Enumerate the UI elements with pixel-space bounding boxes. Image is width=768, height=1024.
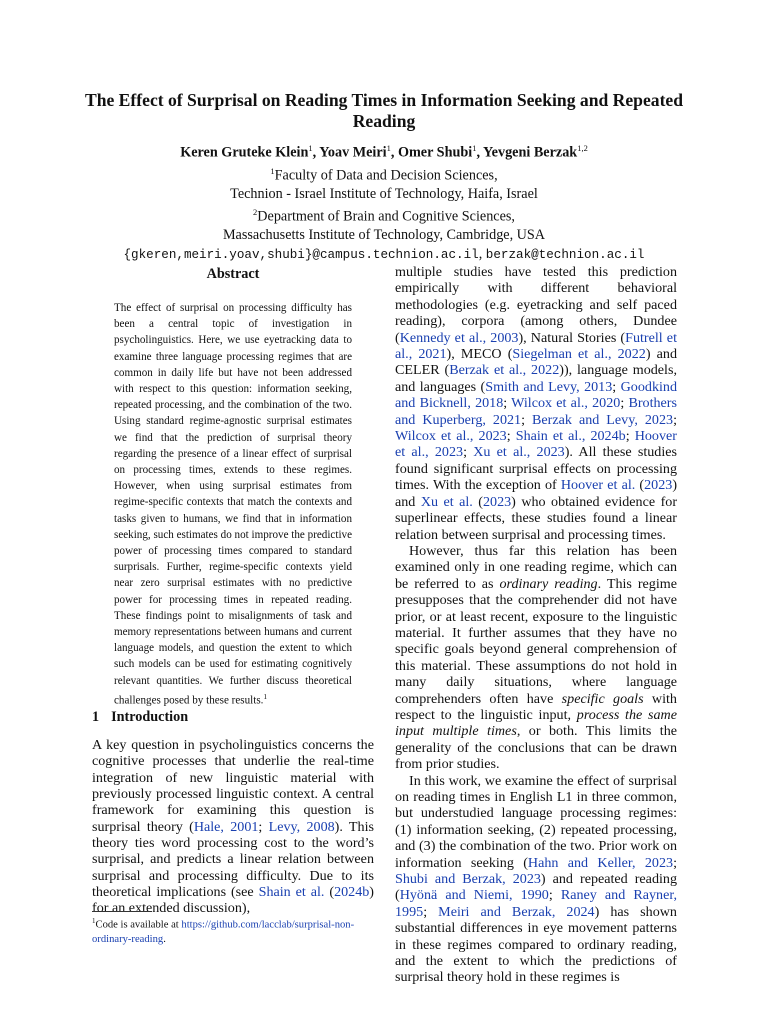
citation-link[interactable]: Meiri and Berzak, 2024 [438, 903, 595, 920]
citation-link[interactable]: 2024b [334, 884, 370, 901]
section-heading-introduction: 1 Introduction [92, 709, 189, 725]
affiliation-mark: 1 [472, 143, 477, 153]
citation-link[interactable]: Shain et al., 2024b [515, 428, 626, 445]
citation-link[interactable]: Wilcox et al., 2023 [395, 428, 507, 445]
citation-link[interactable]: Smith and Levy, 2013 [485, 378, 613, 395]
citation-link[interactable]: Berzak and Levy, 2023 [532, 411, 674, 428]
paragraph: In this work, we examine the effect of surprisal on reading times in English L1 in three common, but understudied language processing regimes: (1) information seeking, (2) repeated processing, and (3) the combination of the two. Prior work on information seeking (Hahn and Keller, 2023; Shubi and Berzak, 2023) and repeated reading (Hyönä and Niemi, 1990; Raney and Rayner, 1995; Meiri and Berzak, 2024) has shown substantial differences in eye movement patterns in these regimes compared to ordinary reading, and the extent to which the predictions of surprisal theory hold in these regimes is [395, 772, 677, 986]
footnote-mark[interactable]: 1 [263, 691, 268, 701]
right-column-text [395, 264, 677, 986]
citation-link[interactable]: Xu et al. [420, 493, 473, 510]
code-url-link[interactable]: https://github.com/lacclab/surprisal-non-ordinary-reading [92, 919, 355, 945]
author-name: Keren Gruteke Klein [180, 144, 309, 161]
citation-link[interactable]: Shain et al. [258, 884, 325, 901]
affiliation-mark: 1,2 [577, 143, 588, 153]
email-berzak[interactable]: berzak@technion.ac.il [485, 247, 645, 262]
citation-link[interactable]: 2023 [482, 493, 512, 510]
citation-link[interactable]: Kennedy et al., 2003 [399, 329, 519, 346]
footnote-rule [92, 911, 152, 912]
citation-link[interactable]: Wilcox et al., 2020 [511, 395, 621, 412]
affiliation-2: $^2$Department of Brain and Cognitive Sciences, [253, 207, 515, 226]
citation-link[interactable]: Hoover et al., 2023 [395, 428, 677, 461]
citation-link[interactable]: Hahn and Keller, 2023 [527, 854, 674, 871]
citation-link[interactable]: Hoover et al. [560, 477, 636, 494]
paragraph: multiple studies have tested this prediction empirically with different behavioral methodologies (e.g. eyetracking and self paced reading), corpora (among others, Dundee (Kennedy et al., 2003), Natural Stories (Futrell et al., 2021), MECO (Siegelman et al., 2022) and CELER (Berzak et al., 2022)), language models, and languages (Smith and Levy, 2013; Goodkind and Bicknell, 2018; Wilcox et al., 2020; Brothers and Kuperberg, 2021; Berzak and Levy, 2023; Wilcox et al., 2023; Shain et al., 2024b; Hoover et al., 2023; Xu et al., 2023). All these studies found significant surprisal effects on processing times. With the exception of Hoover et al. (2023) and Xu et al. (2023) who obtained evidence for superlinear effects, these studies found a linear relation between surprisal and processing times. [395, 264, 678, 543]
email-group[interactable]: {gkeren,meiri.yoav,shubi}@campus.technion.ac.il [123, 247, 479, 262]
citation-link[interactable]: 2023 [644, 477, 673, 494]
paragraph: However, thus far this relation has been examined only in one reading regime, which can be referred to as ordinary reading. This regime presupposes that the comprehender did not have prior, or at least recent, exposure to the linguistic material. It further assumes that they have no specific goals beyond general comprehension of this material. These assumptions do not hold in many daily situations, where language comprehenders often have specific goals with respect to the linguistic input, process the same input multiple times, or both. This limits the generality of the conclusions that can be drawn from prior studies. [395, 542, 678, 773]
citation-link[interactable]: Hale, 2001 [193, 818, 259, 835]
paper-title: The Effect of Surprisal on Reading Times in Information Seeking and Repeated Reading [84, 90, 684, 131]
author-name: Yoav Meiri [319, 144, 387, 161]
author-block [40, 139, 728, 264]
introduction-paragraph: A key question in psycholinguistics concerns the cognitive processes that underlie the real-time integration of new linguistic material with previously processed linguistic context. A central framework for examining this question is surprisal theory (Hale, 2001; Levy, 2008). This theory ties word processing cost to the word’s surprisal, and predicts a linear relation between surprisal and processing difficulty. Due to its theoretical implications (see Shain et al. (2024b) for an extended discussion), [92, 737, 374, 917]
affiliation-1-institution: Technion - Israel Institute of Technology, Haifa, Israel [230, 186, 538, 203]
author-name: Yevgeni Berzak [483, 144, 578, 161]
affiliation-mark: 1 [386, 143, 391, 153]
affiliation-2-institution: Massachusetts Institute of Technology, Cambridge, USA [222, 227, 546, 244]
abstract-heading: Abstract [206, 266, 260, 282]
citation-link[interactable]: Shubi and Berzak, 2023 [395, 871, 541, 888]
affiliation-1: $^1$Faculty of Data and Decision Sciences, [270, 166, 498, 184]
citation-link[interactable]: Berzak et al., 2022 [449, 362, 560, 379]
footnote: $^1$Code is available at https://github.com/lacclab/surprisal-non-ordinary-reading. [92, 917, 355, 945]
emails: {gkeren,meiri.yoav,shubi}@campus.technion.ac.il, berzak@technion.ac.il [123, 245, 645, 262]
citation-link[interactable]: Siegelman et al., 2022 [512, 346, 646, 363]
citation-link[interactable]: Brothers and Kuperberg, 2021 [395, 395, 677, 428]
abstract-text: The effect of surprisal on processing difficulty has been a central topic of investigation in psycholinguistics. Here, we use eyetracking data to examine three language processing regimes that are common in daily life but have not been addressed with respect to this question: information seeking, repeated processing, and the combination of the two. Using standard regime-agnostic surprisal estimates we find that the prediction of surprisal theory regarding the presence of a linear effect of surprisal on processing times, extends to these regimes. However, when using surprisal estimates from regime-specific contexts that match the contexts and tasks given to humans, we find that in information seeking, such estimates do not improve the predictive power of processing times compared to standard surprisals. Further, regime-specific contexts yield near zero surprisal estimates with no predictive power for processing times in repeated reading. These findings point to misalignments of task and memory representations between humans and current language models, and question the extent to which such models can be used for estimating cognitively relevant quantities. We further discuss theoretical challenges posed by these results.$^1$ [114, 302, 352, 707]
citation-link[interactable]: Futrell et al., 2021 [395, 329, 677, 363]
citation-link[interactable]: Goodkind and Bicknell, 2018 [395, 378, 677, 412]
author-names: Keren Gruteke Klein$^1$, Yoav Meiri$^1$, Omer Shubi$^1$, Yevgeni Berzak$^{1,2}$ [180, 143, 588, 161]
citation-link[interactable]: Xu et al., 2023 [473, 444, 565, 461]
citation-link[interactable]: Hyönä and Niemi, 1990 [399, 887, 549, 904]
citation-link[interactable]: Levy, 2008 [268, 818, 335, 835]
affiliation-mark: 1 [308, 143, 313, 153]
author-name: Omer Shubi [397, 144, 473, 161]
citation-link[interactable]: Raney and Rayner, 1995 [395, 887, 677, 920]
